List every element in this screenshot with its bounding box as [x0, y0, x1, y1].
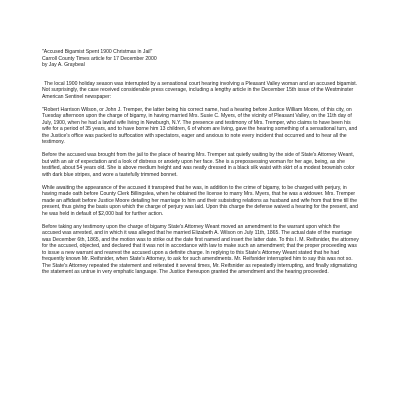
paragraph-hearing: "Robert Harrison Wilson, or John J. Tremper, the latter being his correct name, had a hearing before Justice William Moore, of this city, on Tuesday afternoon upon the charge of bigamy, in having married Mrs. Susie C. Myers, of the vicinity of Pleasant Valley, on the 11th day of July, 1900, when he had a lawful wife living in Newburgh, N.Y. The presence and testimony of Mrs. Tremper, who claims to have been his wife for a period of 35 years, and to have borne him 13 children, 6 of whom are living, gave the hearing something of a sensational turn, and the Justice's office was packed to suffocation with spectators, eager and anxious to note every incident that occurred and to hear all the testimony.: [42, 106, 358, 145]
article-title: "Accused Bigamist Spent 1900 Christmas in Jail": [42, 49, 153, 55]
article-source: Carroll County Times article for 17 December 2000: [42, 55, 157, 62]
paragraph-amendment: Before taking any testimony upon the charge of bigamy State's Attorney Weant moved an amendment to the warrant upon which the accused was arrested, and in which it was alleged that he married Elizabeth A. Wilson on July 11th, 1865. The actual date of the marriage was December 6th, 1865, and the motion was to strike out the date first named and insert the latter date. To this I. M. Reifsnider, the attorney for the accused, objected, and declared that it was not in accordance with law to make such an amendment; that the proper proceeding was to issue a new warrant and rearrest the accused upon a definite charge. In replying to this State's Attorney Weant stated that he had frequently known Mr. Reifsnider, when State's Attorney, to ask for such amendments. Mr. Reifsnider interrupted him to say this was not so. The State's Attorney repeated the statement and reiterated it several times, Mr. Reifsnider as repeatedly interrupting, and finally stigmatizing the statement as untrue in very emphatic language. The Justice thereupon granted the amendment and the hearing proceeded.: [42, 223, 359, 275]
paragraph-perjury: While awaiting the appearance of the accused it transpired that he was, in addition to the crime of bigamy, to be charged with perjury, in having made oath before County Clerk Billingslea, when he obtained the license to marry Mrs. Myers, that he was a widower. Mrs. Tremper made an affidavit before Justice Moore detailing her marriage to him and their subsisting relations as husband and wife from that time till the present, thus giving the basis upon which the charge of perjury was laid. Upon this charge the defense waived a hearing for the present, and he was held in default of $2,000 bail for further action.: [42, 184, 359, 217]
paragraph-mrs-tremper: Before the accused was brought from the jail to the place of hearing Mrs. Tremper sat quietly waiting by the side of State's Attorney Weant, but with an air of expectation and a look of distress or anxiety upon her face. She is a prepossessing woman for her age, being, as she testified, about 54 years old. She is above medium height and was neatly dressed in a black silk waist with skirt of a modest brownish color with dark blue stripes, and wore a tastefully trimmed bonnet.: [42, 152, 355, 178]
paragraph-intro: The local 1900 holiday season was interrupted by a sensational court hearing involving a Pleasant Valley woman and an accused bigamist. Not surprisingly, the case received considerable press coverage, including a lengthy article in the December 15th issue of the Westminster American Sentinel newspaper:: [42, 80, 358, 100]
document-header: [42, 49, 360, 69]
article-byline: by Jay A. Graybeal: [42, 62, 85, 68]
